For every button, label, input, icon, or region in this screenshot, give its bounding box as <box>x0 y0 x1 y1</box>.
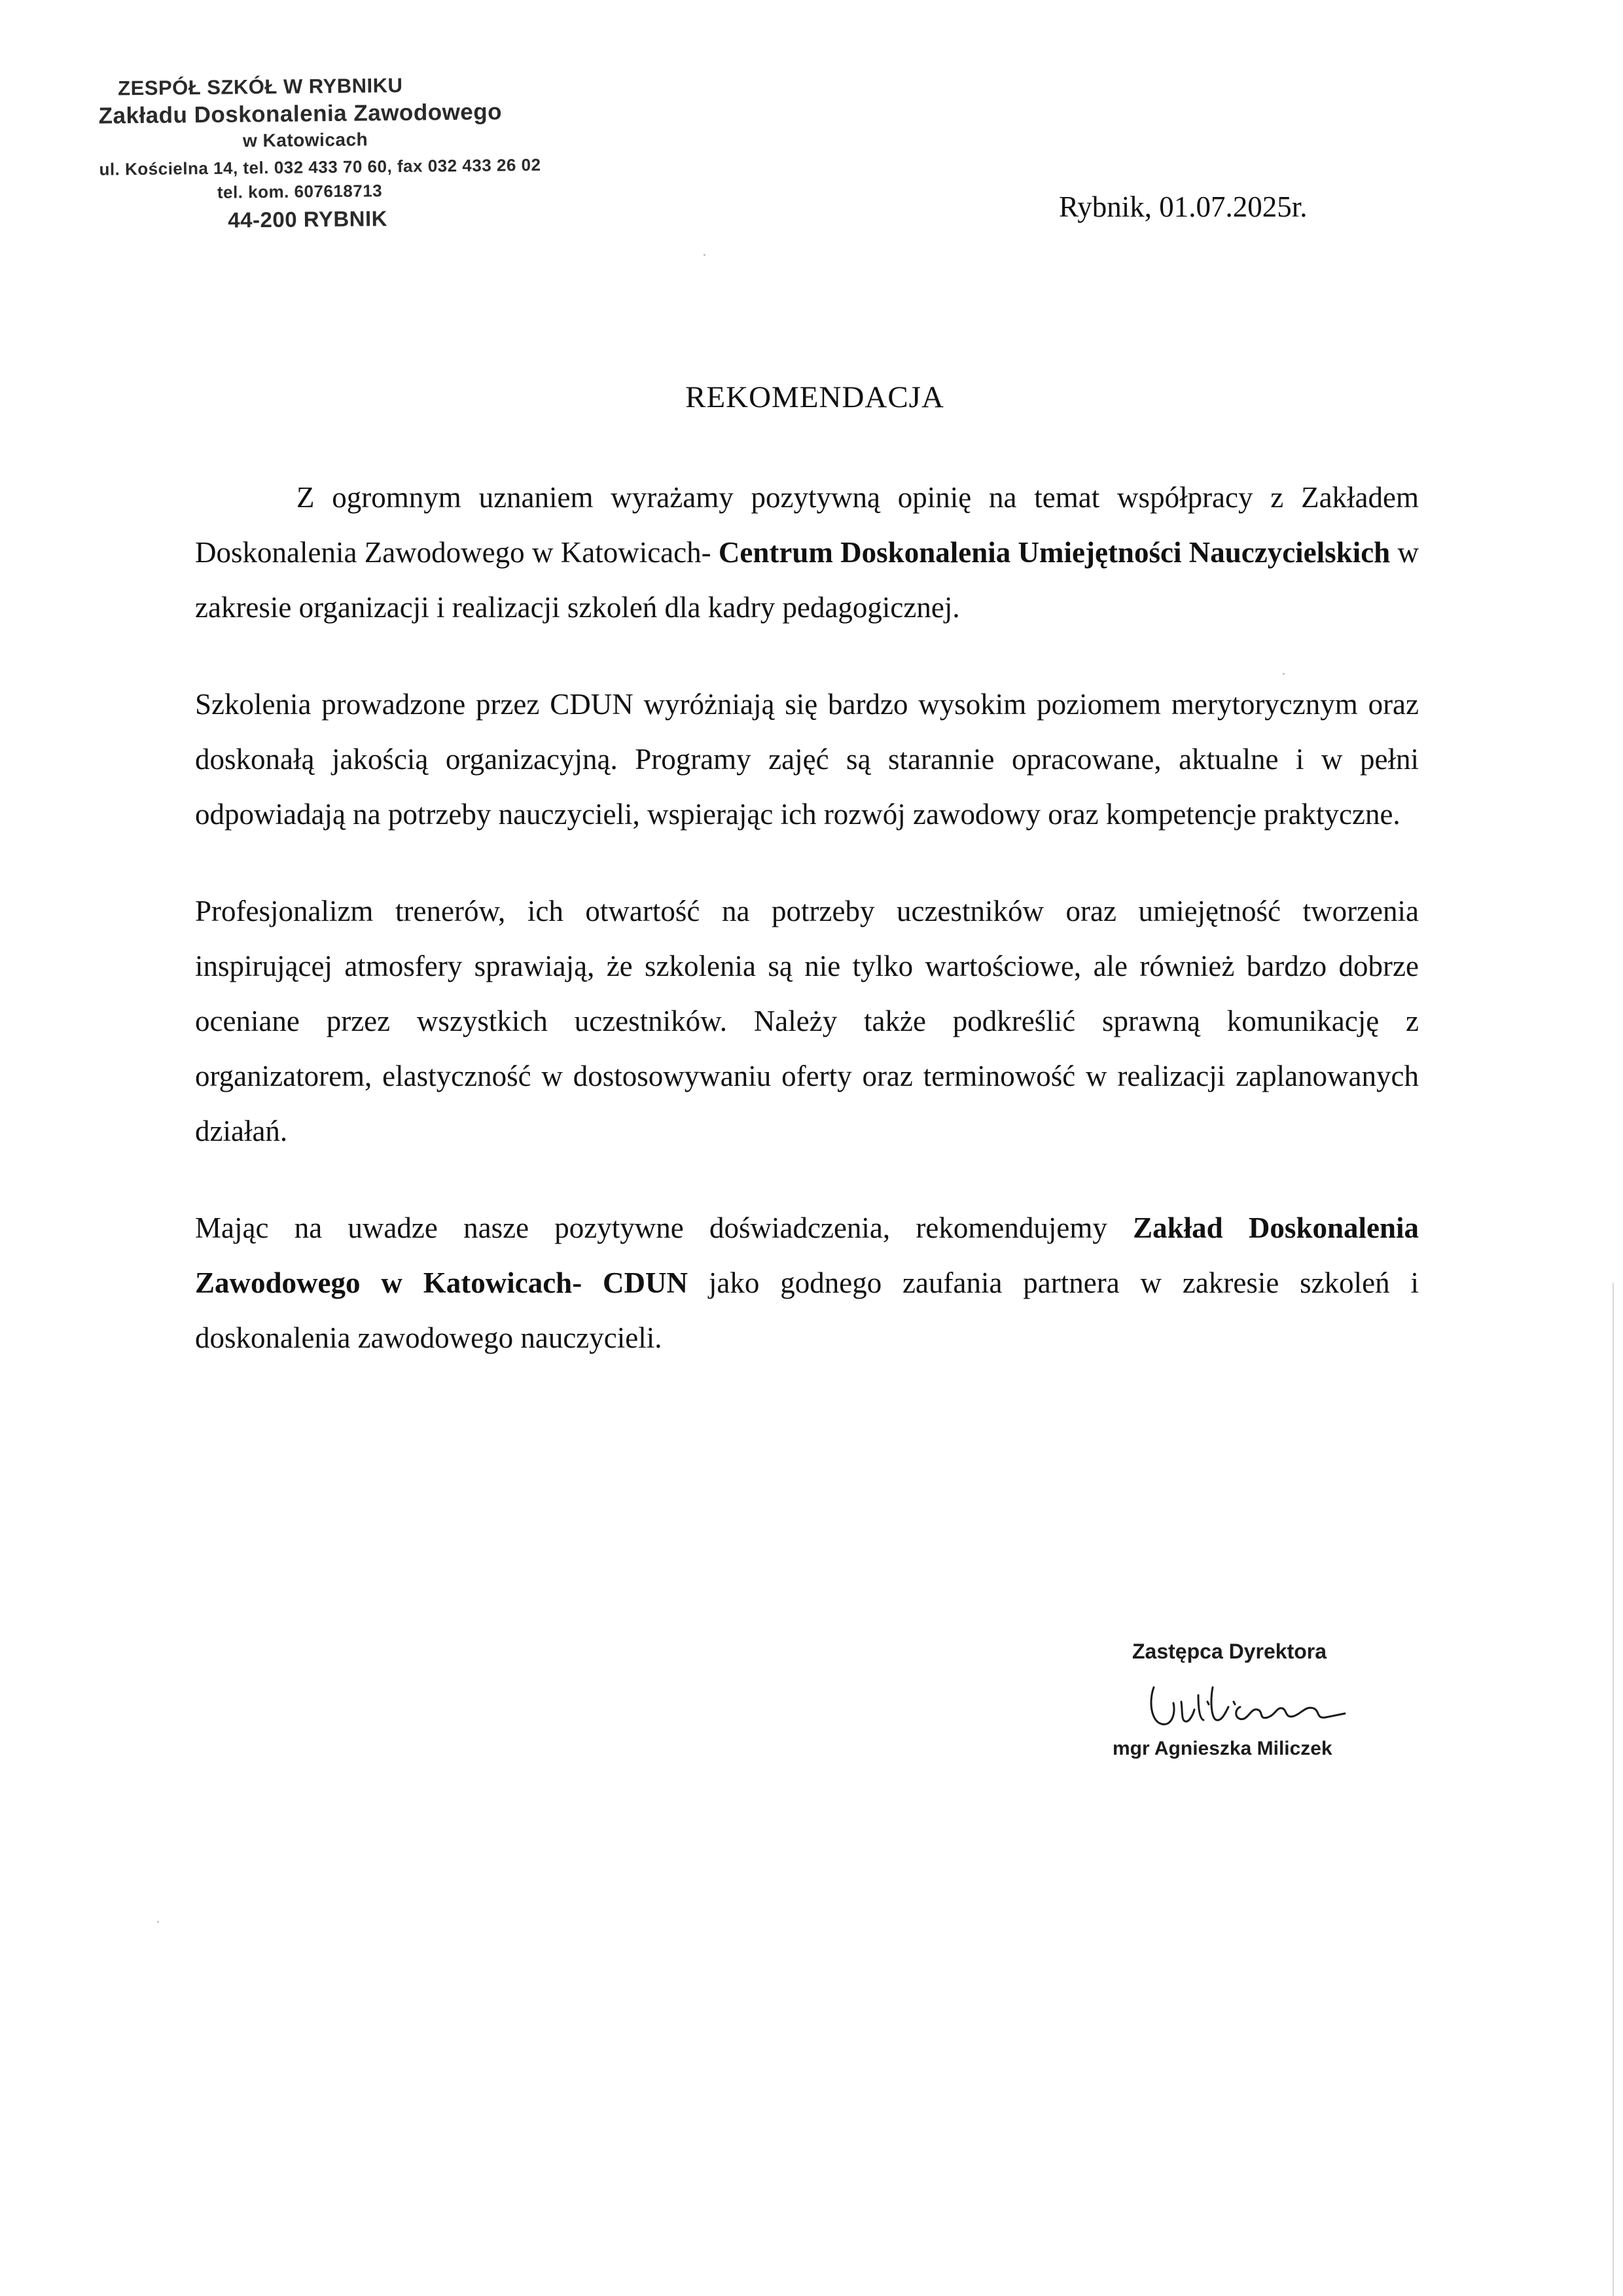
paragraph-1-text-c: w zakresie organizacji i realizacji szkoleń dla kadry pedagogicznej. <box>195 536 1419 624</box>
handwritten-signature <box>1142 1676 1364 1734</box>
stamp-line-postcode: 44-200 RYBNIK <box>228 206 388 232</box>
stamp-line-institution: Zakładu Doskonalenia Zawodowego <box>98 99 503 129</box>
scan-edge-line <box>1613 1283 1614 2296</box>
paragraph-1-bold: Centrum Doskonalenia Umiejętności Nauczycielskich <box>718 536 1391 569</box>
paragraph-4 <box>195 1200 1419 1365</box>
paragraph-2: Szkolenia prowadzone przez CDUN wyróżniają się bardzo wysokim poziomem merytorycznym oraz doskonałą jakością organizacyjną. Programy zajęć są starannie opracowane, aktualne i w pełni odpowiadają na potrzeby nauczycieli, wspierając ich rozwój zawodowy oraz kompetencje praktyczne. <box>195 688 1419 831</box>
paragraph-1 <box>195 470 1419 635</box>
paragraph-4-text-c: jako godnego zaufania partnera w zakresie szkoleń i doskonalenia zawodowego nauczycieli. <box>195 1266 1419 1354</box>
scan-speck <box>704 254 705 256</box>
letter-body <box>195 470 1419 1365</box>
paragraph-4-bold: Zakład Doskonalenia Zawodowego w Katowicach- CDUN <box>195 1211 1419 1299</box>
place-and-date: Rybnik, 01.07.2025r. <box>1059 190 1308 223</box>
stamp-line-city: w Katowicach <box>242 129 368 151</box>
scan-speck <box>157 1921 159 1923</box>
signatory-role: Zastępca Dyrektora <box>1132 1640 1327 1663</box>
stamp-line-address: ul. Kościelna 14, tel. 032 433 70 60, fax 032 433 26 02 <box>99 154 541 179</box>
stamp-line-school: ZESPÓŁ SZKÓŁ W RYBNIKU <box>117 73 403 100</box>
document-title: REKOMENDACJA <box>685 380 944 414</box>
institution-stamp <box>79 72 551 234</box>
paragraph-1-text-a: Z ogromnym uznaniem wyrażamy pozytywną opinię na temat współpracy z Zakładem Doskonalenia Zawodowego w Katowicach- <box>195 481 1419 569</box>
paragraph-4-text-a: Mając na uwadze nasze pozytywne doświadczenia, rekomendujemy <box>195 1211 1133 1244</box>
signatory-name: mgr Agnieszka Miliczek <box>1113 1738 1332 1759</box>
paragraph-3: Profesjonalizm trenerów, ich otwartość na potrzeby uczestników oraz umiejętność tworzenia inspirującej atmosfery sprawiają, że szkolenia są nie tylko wartościowe, ale również bardzo dobrze oceniane przez wszystkich uczestników. Należy także podkreślić sprawną komunikację z organizatorem, elastyczność w dostosowywaniu oferty oraz terminowość w realizacji zaplanowanych działań. <box>195 895 1419 1147</box>
stamp-line-mobile: tel. kom. 607618713 <box>217 181 383 202</box>
scan-speck <box>1283 673 1285 675</box>
